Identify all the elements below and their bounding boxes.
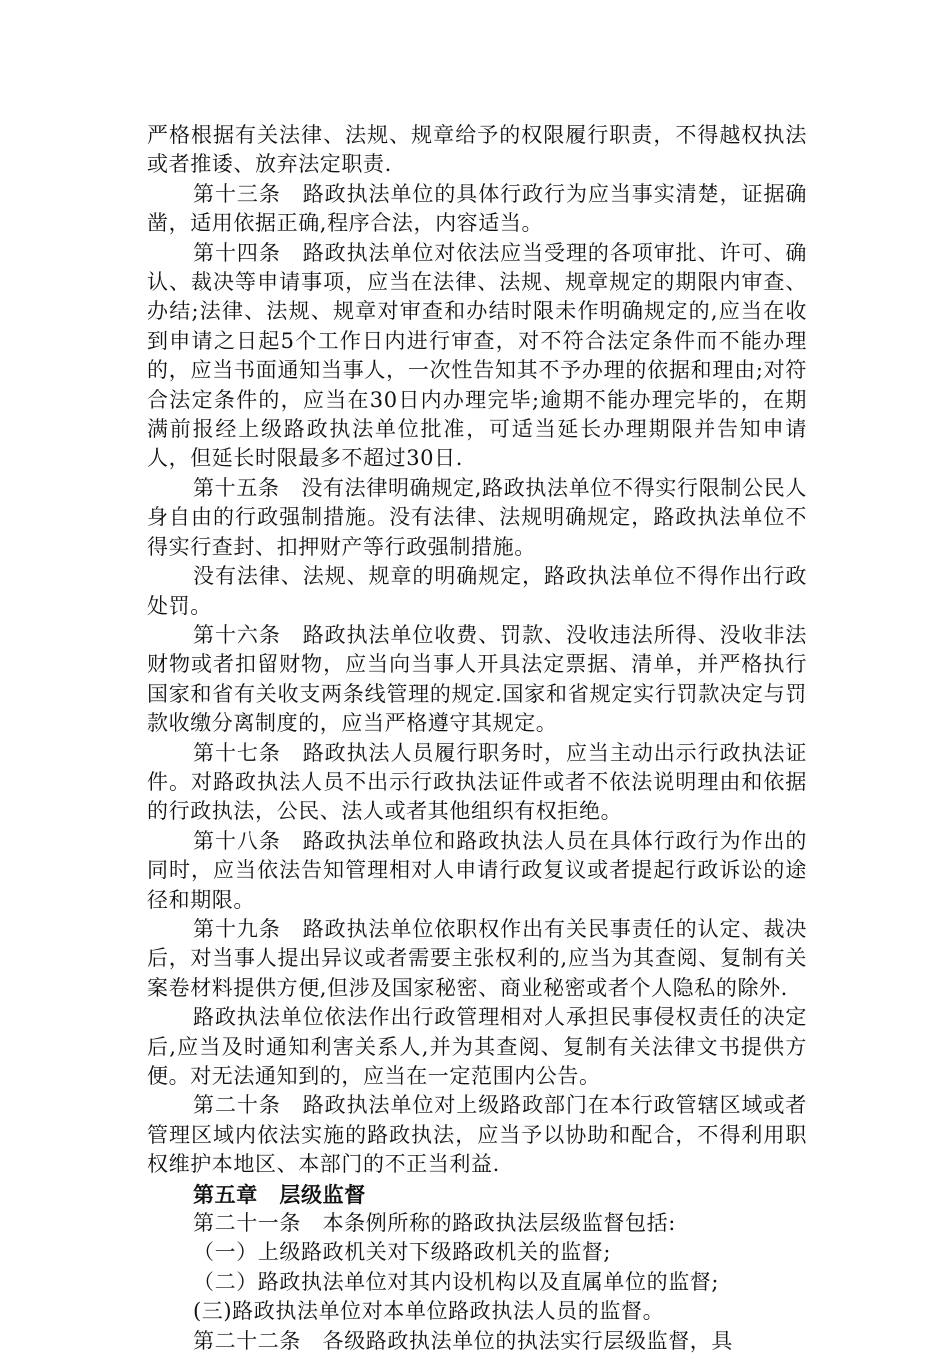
article-13: 第十三条 路政执法单位的具体行政行为应当事实清楚，证据确凿，适用依据正确,程序合法，内容适当。	[147, 181, 807, 236]
article-19: 第十九条 路政执法单位依职权作出有关民事责任的认定、裁决后，对当事人提出异议或者需要主张权利的,应当为其查阅、复制有关案卷材料提供方便,但涉及国家秘密、商业秘密或者个人隐私的除外.	[147, 916, 807, 1000]
document-body	[147, 121, 807, 1356]
article-15: 第十五条 没有法律明确规定,路政执法单位不得实行限制公民人身自由的行政强制措施。没有法律、法规明确规定，路政执法单位不得实行查封、扣押财产等行政强制措施。	[147, 475, 807, 559]
article-19-paragraph-2: 路政执法单位依法作出行政管理相对人承担民事侵权责任的决定后,应当及时通知利害关系人,并为其查阅、复制有关法律文书提供方便。对无法通知到的，应当在一定范围内公告。	[147, 1005, 807, 1088]
article-17: 第十七条 路政执法人员履行职务时，应当主动出示行政执法证件。对路政执法人员不出示行政执法证件或者不依法说明理由和依据的行政执法，公民、法人或者其他组织有权拒绝。	[147, 740, 807, 824]
list-item-2: （二）路政执法单位对其内设机构以及直属单位的监督;	[193, 1269, 720, 1294]
list-item-3: (三)路政执法单位对本单位路政执法人员的监督。	[193, 1299, 665, 1324]
chapter-heading: 第五章 层级监督	[193, 1181, 366, 1207]
article-18: 第十八条 路政执法单位和路政执法人员在具体行政行为作出的同时，应当依法告知管理相对人申请行政复议或者提起行政诉讼的途径和期限。	[147, 828, 807, 912]
article-21: 第二十一条 本条例所称的路政执法层级监督包括:	[193, 1211, 676, 1236]
article-14: 第十四条 路政执法单位对依法应当受理的各项审批、许可、确认、裁决等申请事项，应当在法律、法规、规章规定的期限内审查、办结;法律、法规、规章对审查和办结时限未作明确规定的,应当在收到申请之日起5个工作日内进行审查，对不符合法定条件而不能办理的，应当书面通知当事人，一次性告知其不予办理的依据和理由;对符合法定条件的，应当在30日内办理完毕;逾期不能办理完毕的，在期满前报经上级路政执法单位批准，可适当延长办理期限并告知申请人，但延长时限最多不超过30日.	[147, 240, 807, 471]
paragraph-continuation: 严格根据有关法律、法规、规章给予的权限履行职责，不得越权执法或者推诿、放弃法定职责.	[147, 123, 807, 177]
list-item-1: （一）上级路政机关对下级路政机关的监督;	[193, 1240, 612, 1265]
article-20: 第二十条 路政执法单位对上级路政部门在本行政管辖区域或者管理区域内依法实施的路政执法，应当予以协助和配合，不得利用职权维护本地区、本部门的不正当利益.	[147, 1093, 807, 1177]
article-16: 第十六条 路政执法单位收费、罚款、没收违法所得、没收非法财物或者扣留财物，应当向当事人开具法定票据、清单，并严格执行国家和省有关收支两条线管理的规定.国家和省规定实行罚款决定与罚款收缴分离制度的，应当严格遵守其规定。	[147, 622, 807, 736]
article-22: 第二十二条 各级路政执法单位的执法实行层级监督，具	[193, 1328, 733, 1353]
article-15-paragraph-2: 没有法律、法规、规章的明确规定，路政执法单位不得作出行政处罚。	[147, 564, 807, 618]
